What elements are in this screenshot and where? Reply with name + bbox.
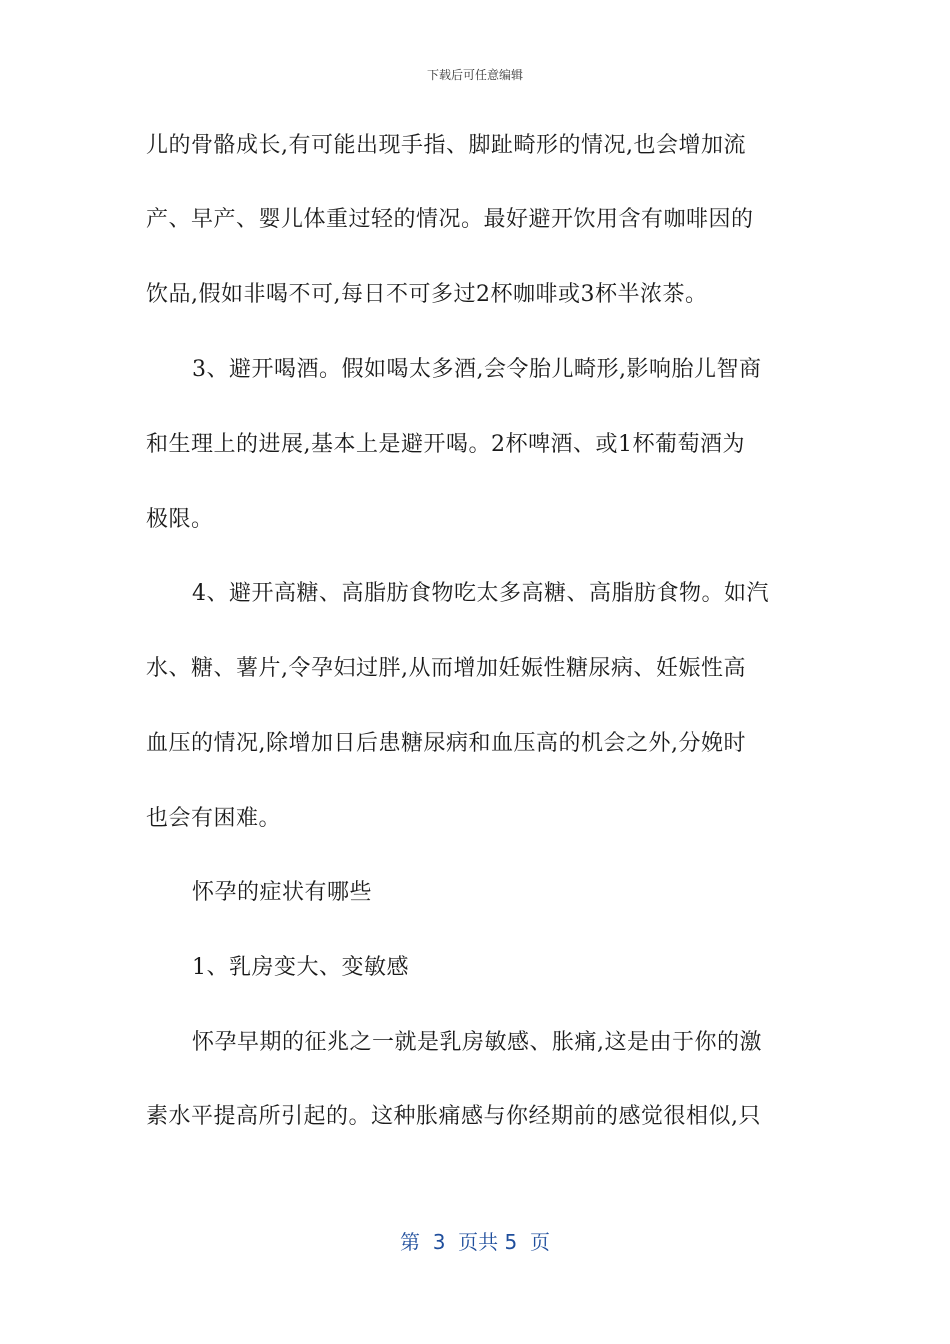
body-line: 和生理上的进展,基本上是避开喝。2杯啤酒、或1杯葡萄酒为: [146, 432, 745, 457]
body-line: 4、避开高糖、高脂肪食物吃太多高糖、高脂肪食物。如汽: [192, 581, 769, 606]
header-note: 下载后可任意编辑: [426, 68, 523, 82]
body-line: 儿的骨骼成长,有可能出现手指、脚趾畸形的情况,也会增加流: [146, 133, 746, 158]
sub-heading: 1、乳房变大、变敏感: [192, 955, 409, 980]
body-line: 3、避开喝酒。假如喝太多酒,会令胎儿畸形,影响胎儿智商: [192, 357, 762, 382]
body-line: 极限。: [146, 507, 214, 532]
body-line: 怀孕早期的征兆之一就是乳房敏感、胀痛,这是由于你的激: [192, 1030, 762, 1055]
body-line: 素水平提高所引起的。这种胀痛感与你经期前的感觉很相似,只: [146, 1104, 761, 1129]
body-line: 饮品,假如非喝不可,每日不可多过2杯咖啡或3杯半浓茶。: [146, 282, 708, 307]
body-line: 产、早产、婴儿体重过轻的情况。最好避开饮用含有咖啡因的: [146, 207, 754, 232]
page-number: 第 3 页共 5 页: [400, 1230, 550, 1254]
body-line: 也会有困难。: [146, 806, 282, 831]
section-heading: 怀孕的症状有哪些: [192, 880, 373, 905]
body-line: 水、糖、薯片,令孕妇过胖,从而增加妊娠性糖尿病、妊娠性高: [146, 656, 746, 681]
body-line: 血压的情况,除增加日后患糖尿病和血压高的机会之外,分娩时: [146, 731, 746, 756]
